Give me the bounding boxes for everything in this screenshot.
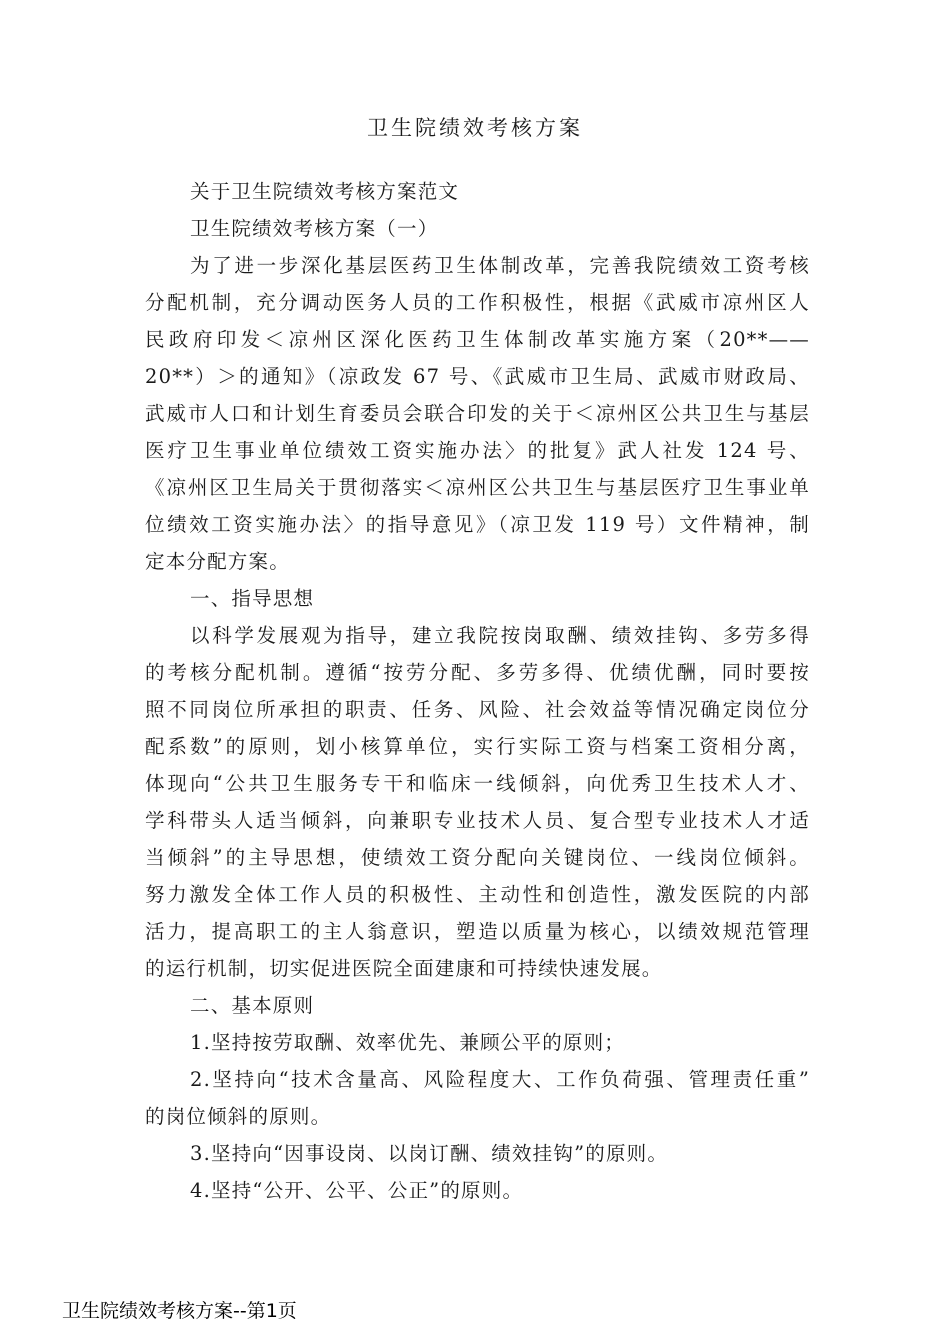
paragraph-line: 活力，提高职工的主人翁意识，塑造以质量为核心，以绩效规范管理 (145, 920, 810, 943)
paragraph-line: 当倾斜”的主导思想，使绩效工资分配向关键岗位、一线岗位倾斜。 (145, 846, 810, 869)
principle-item: 2.坚持向“技术含量高、风险程度大、工作负荷强、管理责任重” (190, 1068, 810, 1091)
section-heading: 一、指导思想 (190, 587, 315, 610)
section-heading: 卫生院绩效考核方案（一） (190, 217, 439, 240)
page-footer: 卫生院绩效考核方案--第1页 (62, 1300, 297, 1322)
paragraph-line: 体现向“公共卫生服务专干和临床一线倾斜，向优秀卫生技术人才、 (145, 772, 810, 795)
paragraph-line: 武威市人口和计划生育委员会联合印发的关于＜凉州区公共卫生与基层 (145, 402, 810, 425)
subtitle-line: 关于卫生院绩效考核方案范文 (190, 180, 460, 203)
paragraph-line: 的运行机制，切实促进医院全面建康和可持续快速发展。 (145, 957, 663, 980)
paragraph-line: 医疗卫生事业单位绩效工资实施办法〉的批复》武人社发 124 号、 (145, 439, 810, 462)
paragraph-line: 努力激发全体工作人员的积极性、主动性和创造性，激发医院的内部 (145, 883, 810, 906)
paragraph-line: 20**）＞的通知》（凉政发 67 号、《武威市卫生局、武威市财政局、 (145, 365, 810, 388)
paragraph-line: 以科学发展观为指导，建立我院按岗取酬、绩效挂钩、多劳多得 (190, 624, 810, 647)
document-title: 卫生院绩效考核方案 (367, 116, 583, 140)
paragraph-line: 学科带头人适当倾斜，向兼职专业技术人员、复合型专业技术人才适 (145, 809, 810, 832)
paragraph-line: 的岗位倾斜的原则。 (145, 1105, 332, 1128)
paragraph-line: 照不同岗位所承担的职责、任务、风险、社会效益等情况确定岗位分 (145, 698, 810, 721)
paragraph-line: 分配机制，充分调动医务人员的工作积极性，根据《武威市凉州区人 (145, 291, 810, 314)
paragraph-line: 配系数”的原则，划小核算单位，实行实际工资与档案工资相分离， (145, 735, 810, 758)
principle-item: 1.坚持按劳取酬、效率优先、兼顾公平的原则； (190, 1031, 626, 1054)
paragraph-line: 位绩效工资实施办法〉的指导意见》（凉卫发 119 号）文件精神，制 (145, 513, 810, 536)
paragraph-line: 民政府印发＜凉州区深化医药卫生体制改革实施方案（20**—— (145, 328, 810, 351)
paragraph-line: 为了进一步深化基层医药卫生体制改革，完善我院绩效工资考核 (190, 254, 810, 277)
paragraph-line: 定本分配方案。 (145, 550, 290, 573)
principle-item: 4.坚持“公开、公平、公正”的原则。 (190, 1179, 524, 1202)
principle-item: 3.坚持向“因事设岗、以岗订酬、绩效挂钩”的原则。 (190, 1142, 669, 1165)
paragraph-line: 的考核分配机制。遵循“按劳分配、多劳多得、优绩优酬，同时要按 (145, 661, 810, 684)
section-heading: 二、基本原则 (190, 994, 315, 1017)
paragraph-line: 《凉州区卫生局关于贯彻落实＜凉州区公共卫生与基层医疗卫生事业单 (145, 476, 810, 499)
